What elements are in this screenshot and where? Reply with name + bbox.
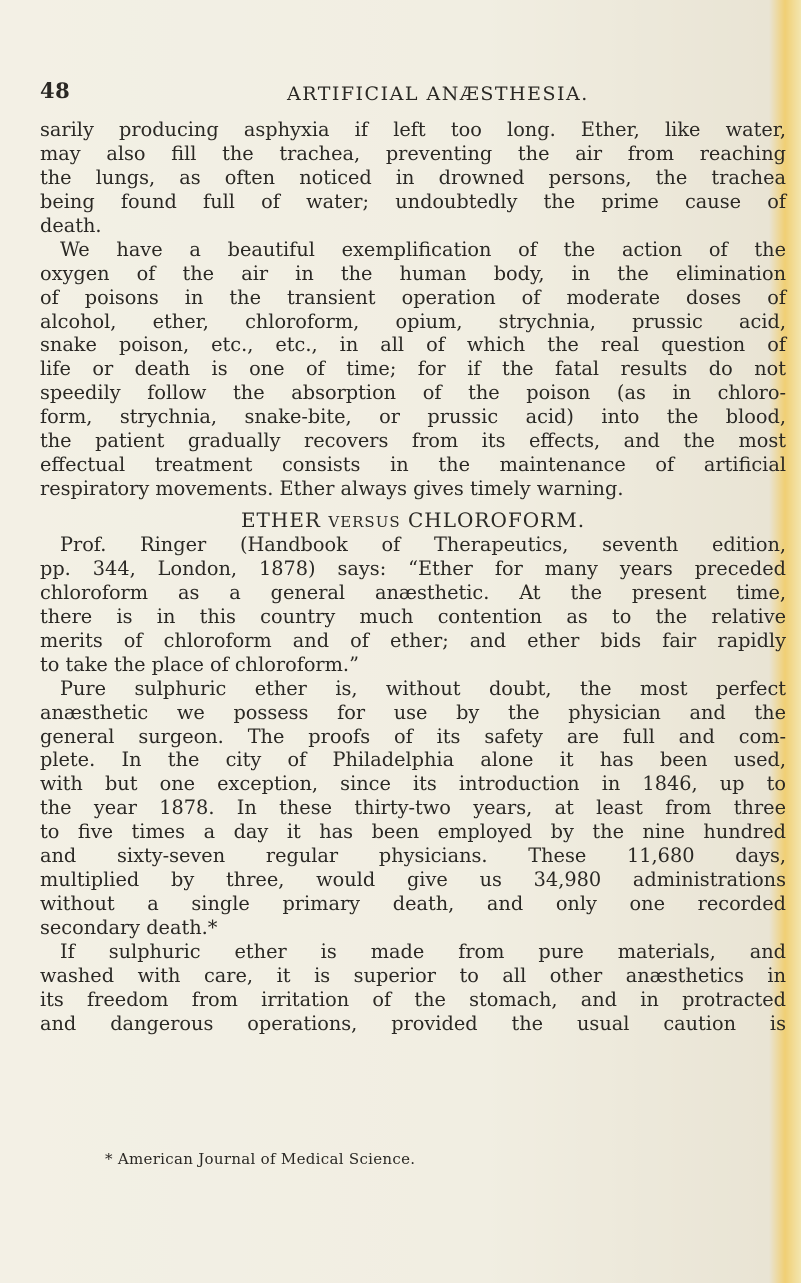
text-line: death.	[40, 213, 102, 237]
text-line: sarily producing asphyxia if left too long. Ether, like water,	[40, 118, 786, 141]
body-text	[40, 118, 786, 1036]
text-line: life or death is one of time; for if the fatal results do not	[40, 357, 786, 381]
text-line: of poisons in the transient operation of moderate doses of	[40, 285, 786, 309]
text-line: being found full of water; undoubtedly the prime cause of	[40, 189, 786, 213]
text-line: oxygen of the air in the human body, in the elimination	[40, 261, 786, 285]
text-line: to take the place of chloroform.”	[40, 652, 359, 676]
text-line: speedily follow the absorption of the poison (as in chloro-	[40, 381, 786, 405]
text-line: multiplied by three, would give us 34,980 administrations	[40, 868, 786, 892]
text-line: secondary death.*	[40, 916, 218, 939]
paragraph-block-2	[40, 533, 786, 1036]
text-line: there is in this country much contention as to the relative	[40, 604, 786, 628]
text-line: anæsthetic we possess for use by the physician and the	[40, 700, 786, 724]
heading-ether: ETHER	[240, 508, 321, 532]
text-line: and dangerous operations, provided the usual caution is	[40, 1011, 786, 1035]
page-number: 48	[40, 78, 71, 103]
section-heading	[40, 505, 786, 535]
text-line: to five times a day it has been employed by the nine hundred	[40, 820, 786, 844]
text-line: its freedom from irritation of the stomach, and in protracted	[40, 987, 786, 1011]
text-line: alcohol, ether, chloroform, opium, strychnia, prussic acid,	[40, 309, 786, 333]
text-line: general surgeon. The proofs of its safety are full and com-	[40, 724, 786, 748]
paragraph-block-1	[40, 118, 786, 501]
text-line: and sixty-seven regular physicians. These 11,680 days,	[40, 844, 786, 868]
text-line: Pure sulphuric ether is, without doubt, the most perfect	[60, 676, 786, 700]
text-line: pp. 344, London, 1878) says: “Ether for many years preceded	[40, 556, 786, 580]
text-line: without a single primary death, and only one recorded	[40, 892, 786, 916]
text-line: Prof. Ringer (Handbook of Therapeutics, seventh edition,	[60, 533, 786, 556]
text-line: the patient gradually recovers from its effects, and the most	[40, 429, 786, 453]
page-header	[40, 78, 800, 108]
running-title: ARTIFICIAL ANÆSTHESIA.	[287, 83, 589, 105]
text-line: with but one exception, since its introduction in 1846, up to	[40, 772, 786, 796]
text-line: respiratory movements. Ether always gives timely warning.	[40, 477, 624, 501]
text-line: form, strychnia, snake-bite, or prussic acid) into the blood,	[40, 405, 786, 429]
heading-chloroform: CHLOROFORM.	[408, 508, 586, 532]
text-line: If sulphuric ether is made from pure materials, and	[60, 939, 786, 963]
text-line: effectual treatment consists in the maintenance of artificial	[40, 453, 786, 477]
text-line: merits of chloroform and of ether; and ether bids fair rapidly	[40, 628, 786, 652]
text-line: plete. In the city of Philadelphia alone it has been used,	[40, 748, 786, 772]
text-line: washed with care, it is superior to all other anæsthetics in	[40, 963, 786, 987]
text-line: chloroform as a general anæsthetic. At the present time,	[40, 580, 786, 604]
text-line: the year 1878. In these thirty-two years, at least from three	[40, 796, 786, 820]
heading-versus: VERSUS	[328, 513, 401, 531]
text-line: the lungs, as often noticed in drowned persons, the trachea	[40, 165, 786, 189]
footnote: * American Journal of Medical Science.	[105, 1150, 416, 1168]
text-line: We have a beautiful exemplification of the action of the	[60, 237, 786, 261]
text-line: snake poison, etc., etc., in all of which the real question of	[40, 333, 786, 357]
text-line: may also fill the trachea, preventing the air from reaching	[40, 141, 786, 165]
